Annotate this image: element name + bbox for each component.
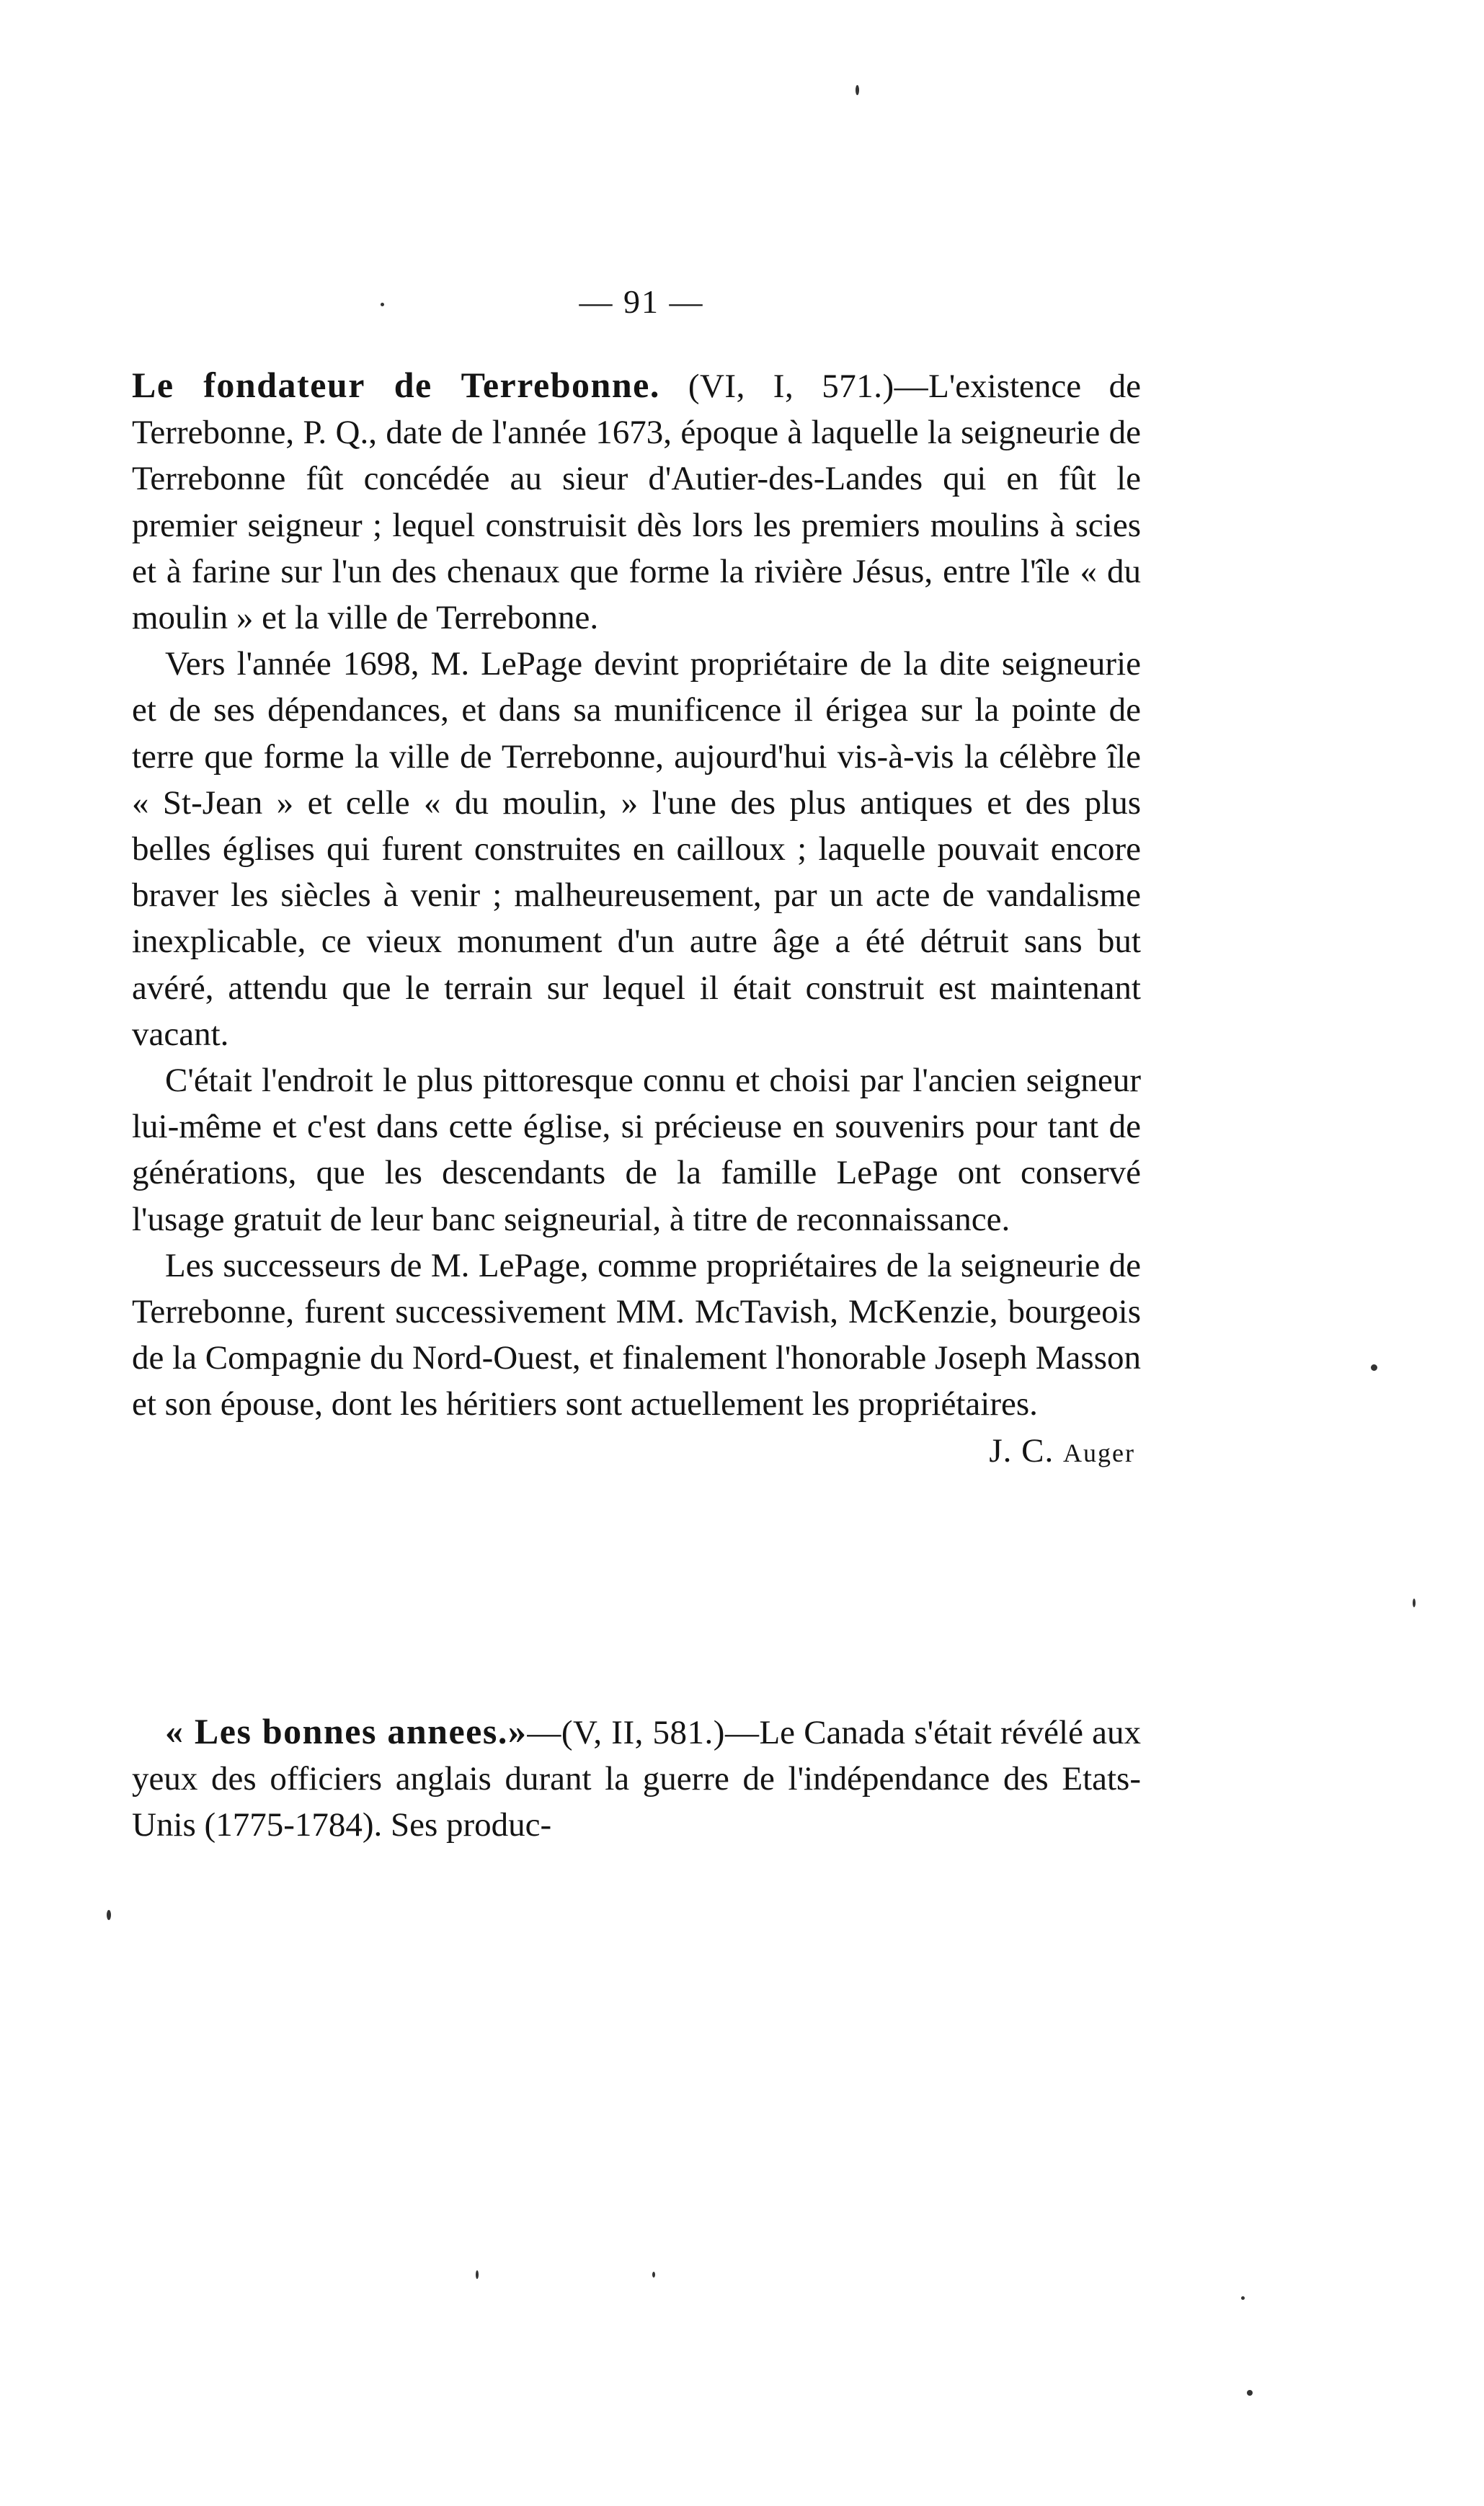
article-heading: Le fondateur de Terrebonne. (132, 365, 660, 405)
article-heading: « Les bonnes annees.» (165, 1711, 528, 1751)
scan-speck (1241, 2296, 1245, 2300)
article-opening-paragraph (132, 1708, 1141, 1849)
paragraph: Vers l'année 1698, M. LePage devint propriétaire de la dite seigneurie et de ses dépendances, et dans sa munificence il érigea sur la pointe de terre que forme la ville de Terrebonne, aujourd'hui vis-à-vis la célèbre île « St-Jean » et celle « du moulin, » l'une des plus antiques et des plus belles églises qui furent construites en cailloux ; laquelle pouvait encore braver les siècles à venir ; malheureusement, par un acte de vandalisme inexplicable, ce vieux monument d'un autre âge a été détruit sans but avéré, attendu que le terrain sur lequel il était construit est maintenant vacant. (132, 645, 1141, 1053)
scan-speck (652, 2272, 655, 2278)
scan-speck (381, 303, 384, 306)
scan-speck (856, 85, 859, 95)
signature-initials: J. C. (989, 1431, 1064, 1470)
article-fondateur-terrebonne (132, 362, 1141, 1476)
article-reference: —(V, II, 581.)— (527, 1714, 760, 1751)
paragraph-text: Le Canada s'était révélé aux yeux des officiers anglais durant la guerre de l'indépendance des Etats-Unis (1775-1784). Ses produc- (132, 1714, 1141, 1844)
article-opening-paragraph (132, 362, 1141, 641)
paragraph-text: L'existence de Terrebonne, P. Q., date de l'année 1673, époque à laquelle la seigneurie de Terrebonne fût concédée au sieur d'Autier-des-Landes qui en fût le premier seigneur ; lequel construisit dès lors les premiers moulins à scies et à farine sur l'un des chenaux que forme la rivière Jésus, entre l'île « du moulin » et la ville de Terrebonne. (132, 368, 1141, 637)
paragraph: C'était l'endroit le plus pittoresque connu et choisi par l'ancien seigneur lui-même et c'est dans cette église, si précieuse en souvenirs pour tant de générations, que les descendants de la famille LePage ont conservé l'usage gratuit de leur banc seigneurial, à titre de reconnaissance. (132, 1062, 1141, 1238)
scan-speck (476, 2270, 479, 2279)
page-number: — 91 — (579, 283, 704, 320)
scan-speck (1247, 2390, 1253, 2396)
scan-speck (1371, 1364, 1377, 1371)
scan-speck (107, 1910, 111, 1920)
signature-name: Auger (1063, 1438, 1135, 1467)
article-reference: (VI, I, 571.)— (659, 368, 929, 405)
paragraph: Les successeurs de M. LePage, comme propriétaires de la seigneurie de Terrebonne, furent successivement MM. McTavish, McKenzie, bourgeois de la Compagnie du Nord-Ouest, et finalement l'honorable Joseph Masson et son épouse, dont les héritiers sont actuellement les propriétaires. (132, 1246, 1141, 1423)
author-signature (132, 1428, 1141, 1476)
article-bonnes-annees (132, 1708, 1141, 1849)
scan-speck (1413, 1599, 1416, 1607)
